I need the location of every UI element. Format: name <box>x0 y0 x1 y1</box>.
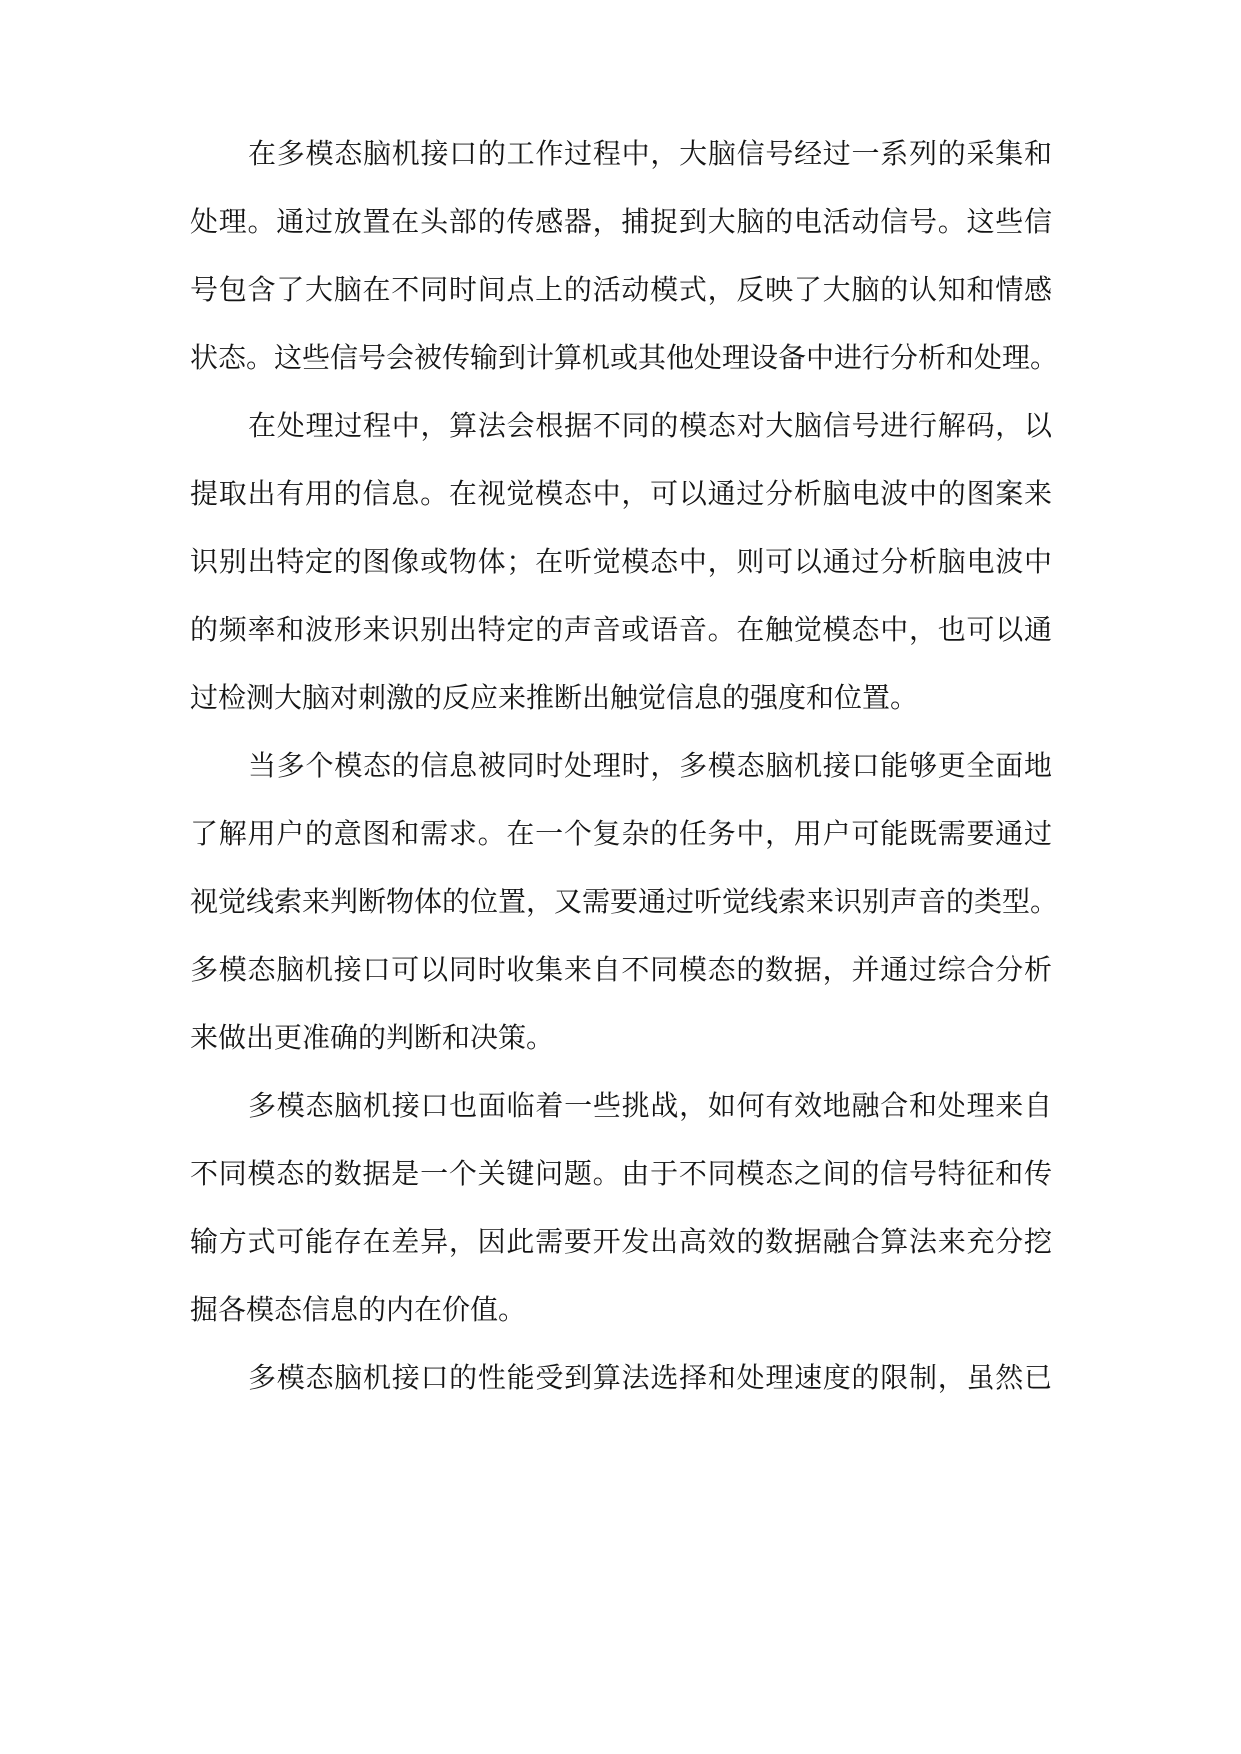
paragraph-3-line-1: 当多个模态的信息被同时处理时，多模态脑机接口能够更全面地 <box>248 749 1052 782</box>
paragraph-3-line-4: 多模态脑机接口可以同时收集来自不同模态的数据，并通过综合分析 <box>190 953 1052 986</box>
paragraph-4-line-1: 多模态脑机接口也面临着一些挑战，如何有效地融合和处理来自 <box>248 1089 1052 1122</box>
paragraph-4-line-3: 输方式可能存在差异，因此需要开发出高效的数据融合算法来充分挖 <box>190 1225 1052 1258</box>
paragraph-2-line-5: 过检测大脑对刺激的反应来推断出触觉信息的强度和位置。 <box>190 681 919 714</box>
paragraph-1-line-1: 在多模态脑机接口的工作过程中，大脑信号经过一系列的采集和 <box>248 137 1052 170</box>
paragraph-1-line-2: 处理。通过放置在头部的传感器，捕捉到大脑的电活动信号。这些信 <box>190 205 1052 238</box>
paragraph-3-line-3: 视觉线索来判断物体的位置，又需要通过听觉线索来识别声音的类型。 <box>190 885 1059 918</box>
paragraph-4-line-4: 掘各模态信息的内在价值。 <box>190 1293 527 1326</box>
paragraph-5-line-1: 多模态脑机接口的性能受到算法选择和处理速度的限制，虽然已 <box>248 1361 1052 1394</box>
paragraph-1-line-4: 状态。这些信号会被传输到计算机或其他处理设备中进行分析和处理。 <box>190 341 1059 374</box>
paragraph-2-line-2: 提取出有用的信息。在视觉模态中，可以通过分析脑电波中的图案来 <box>190 477 1052 510</box>
paragraph-3-line-2: 了解用户的意图和需求。在一个复杂的任务中，用户可能既需要通过 <box>190 817 1052 850</box>
paragraph-2-line-3: 识别出特定的图像或物体；在听觉模态中，则可以通过分析脑电波中 <box>190 545 1052 578</box>
paragraph-2-line-4: 的频率和波形来识别出特定的声音或语音。在触觉模态中，也可以通 <box>190 613 1052 646</box>
paragraph-2-line-1: 在处理过程中，算法会根据不同的模态对大脑信号进行解码，以 <box>248 409 1052 442</box>
paragraph-3-line-5: 来做出更准确的判断和决策。 <box>190 1021 555 1054</box>
paragraph-4-line-2: 不同模态的数据是一个关键问题。由于不同模态之间的信号特征和传 <box>190 1157 1052 1190</box>
paragraph-1-line-3: 号包含了大脑在不同时间点上的活动模式，反映了大脑的认知和情感 <box>190 273 1052 306</box>
